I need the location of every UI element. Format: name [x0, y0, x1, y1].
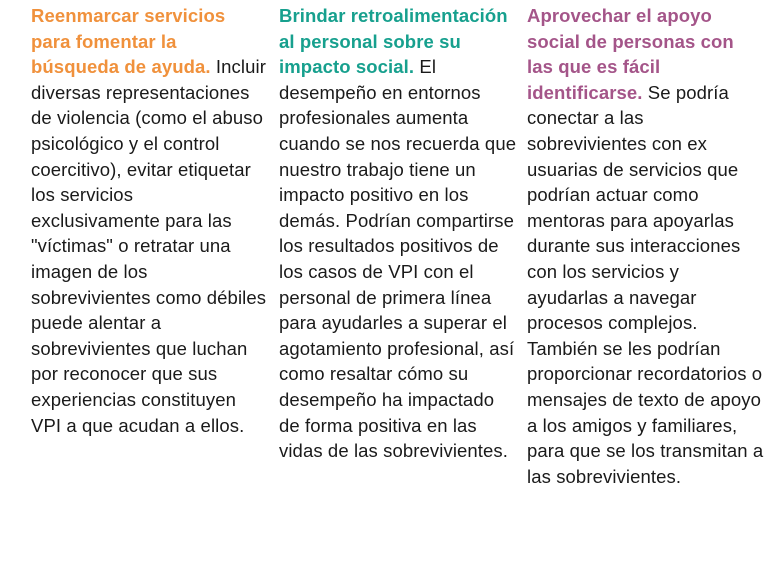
column-text: Incluir diversas representaciones de violencia (como el abuso psicológico y el control coercitivo), evitar etiquetar los servicios exclusivamente para las "víctimas" o retratar una imagen de los sobrevivientes como débiles puede alentar a sobrevivientes que luchan por reconocer que sus experiencias constituyen VPI a que acudan a ellos.: [31, 56, 267, 436]
column-text: Se podría conectar a las sobrevivientes con ex usuarias de servicios que podrían actuar como mentoras para apoyarlas durante sus interacciones con los servicios y ayudarlas a navegar procesos complejos. También se les podrían proporcionar recordatorios o mensajes de texto de apoyo a los amigos y familiares, para que se los transmitan a las sobrevivientes.: [527, 81, 764, 487]
column-feedback-staff: [279, 3, 519, 464]
column-social-support: [527, 3, 765, 489]
column-heading: Reenmarcar servicios para fomentar la búsqueda de ayuda.: [31, 5, 226, 78]
column-heading: Brindar retroalimentación al personal sobre su impacto social.: [279, 5, 508, 78]
column-text: El desempeño en entornos profesionales aumenta cuando se nos recuerda que nuestro trabajo tiene un impacto positivo en los demás. Podrían compartirse los resultados positivos de los casos de VPI con el personal de primera línea para ayudarles a superar el agotamiento profesional, así como resaltar cómo su desempeño ha impactado de forma positiva en las vidas de las sobrevivientes.: [279, 56, 517, 462]
column-heading: Aprovechar el apoyo social de personas con las que es fácil identificarse.: [527, 5, 734, 103]
column-reframe-services: [31, 3, 267, 438]
